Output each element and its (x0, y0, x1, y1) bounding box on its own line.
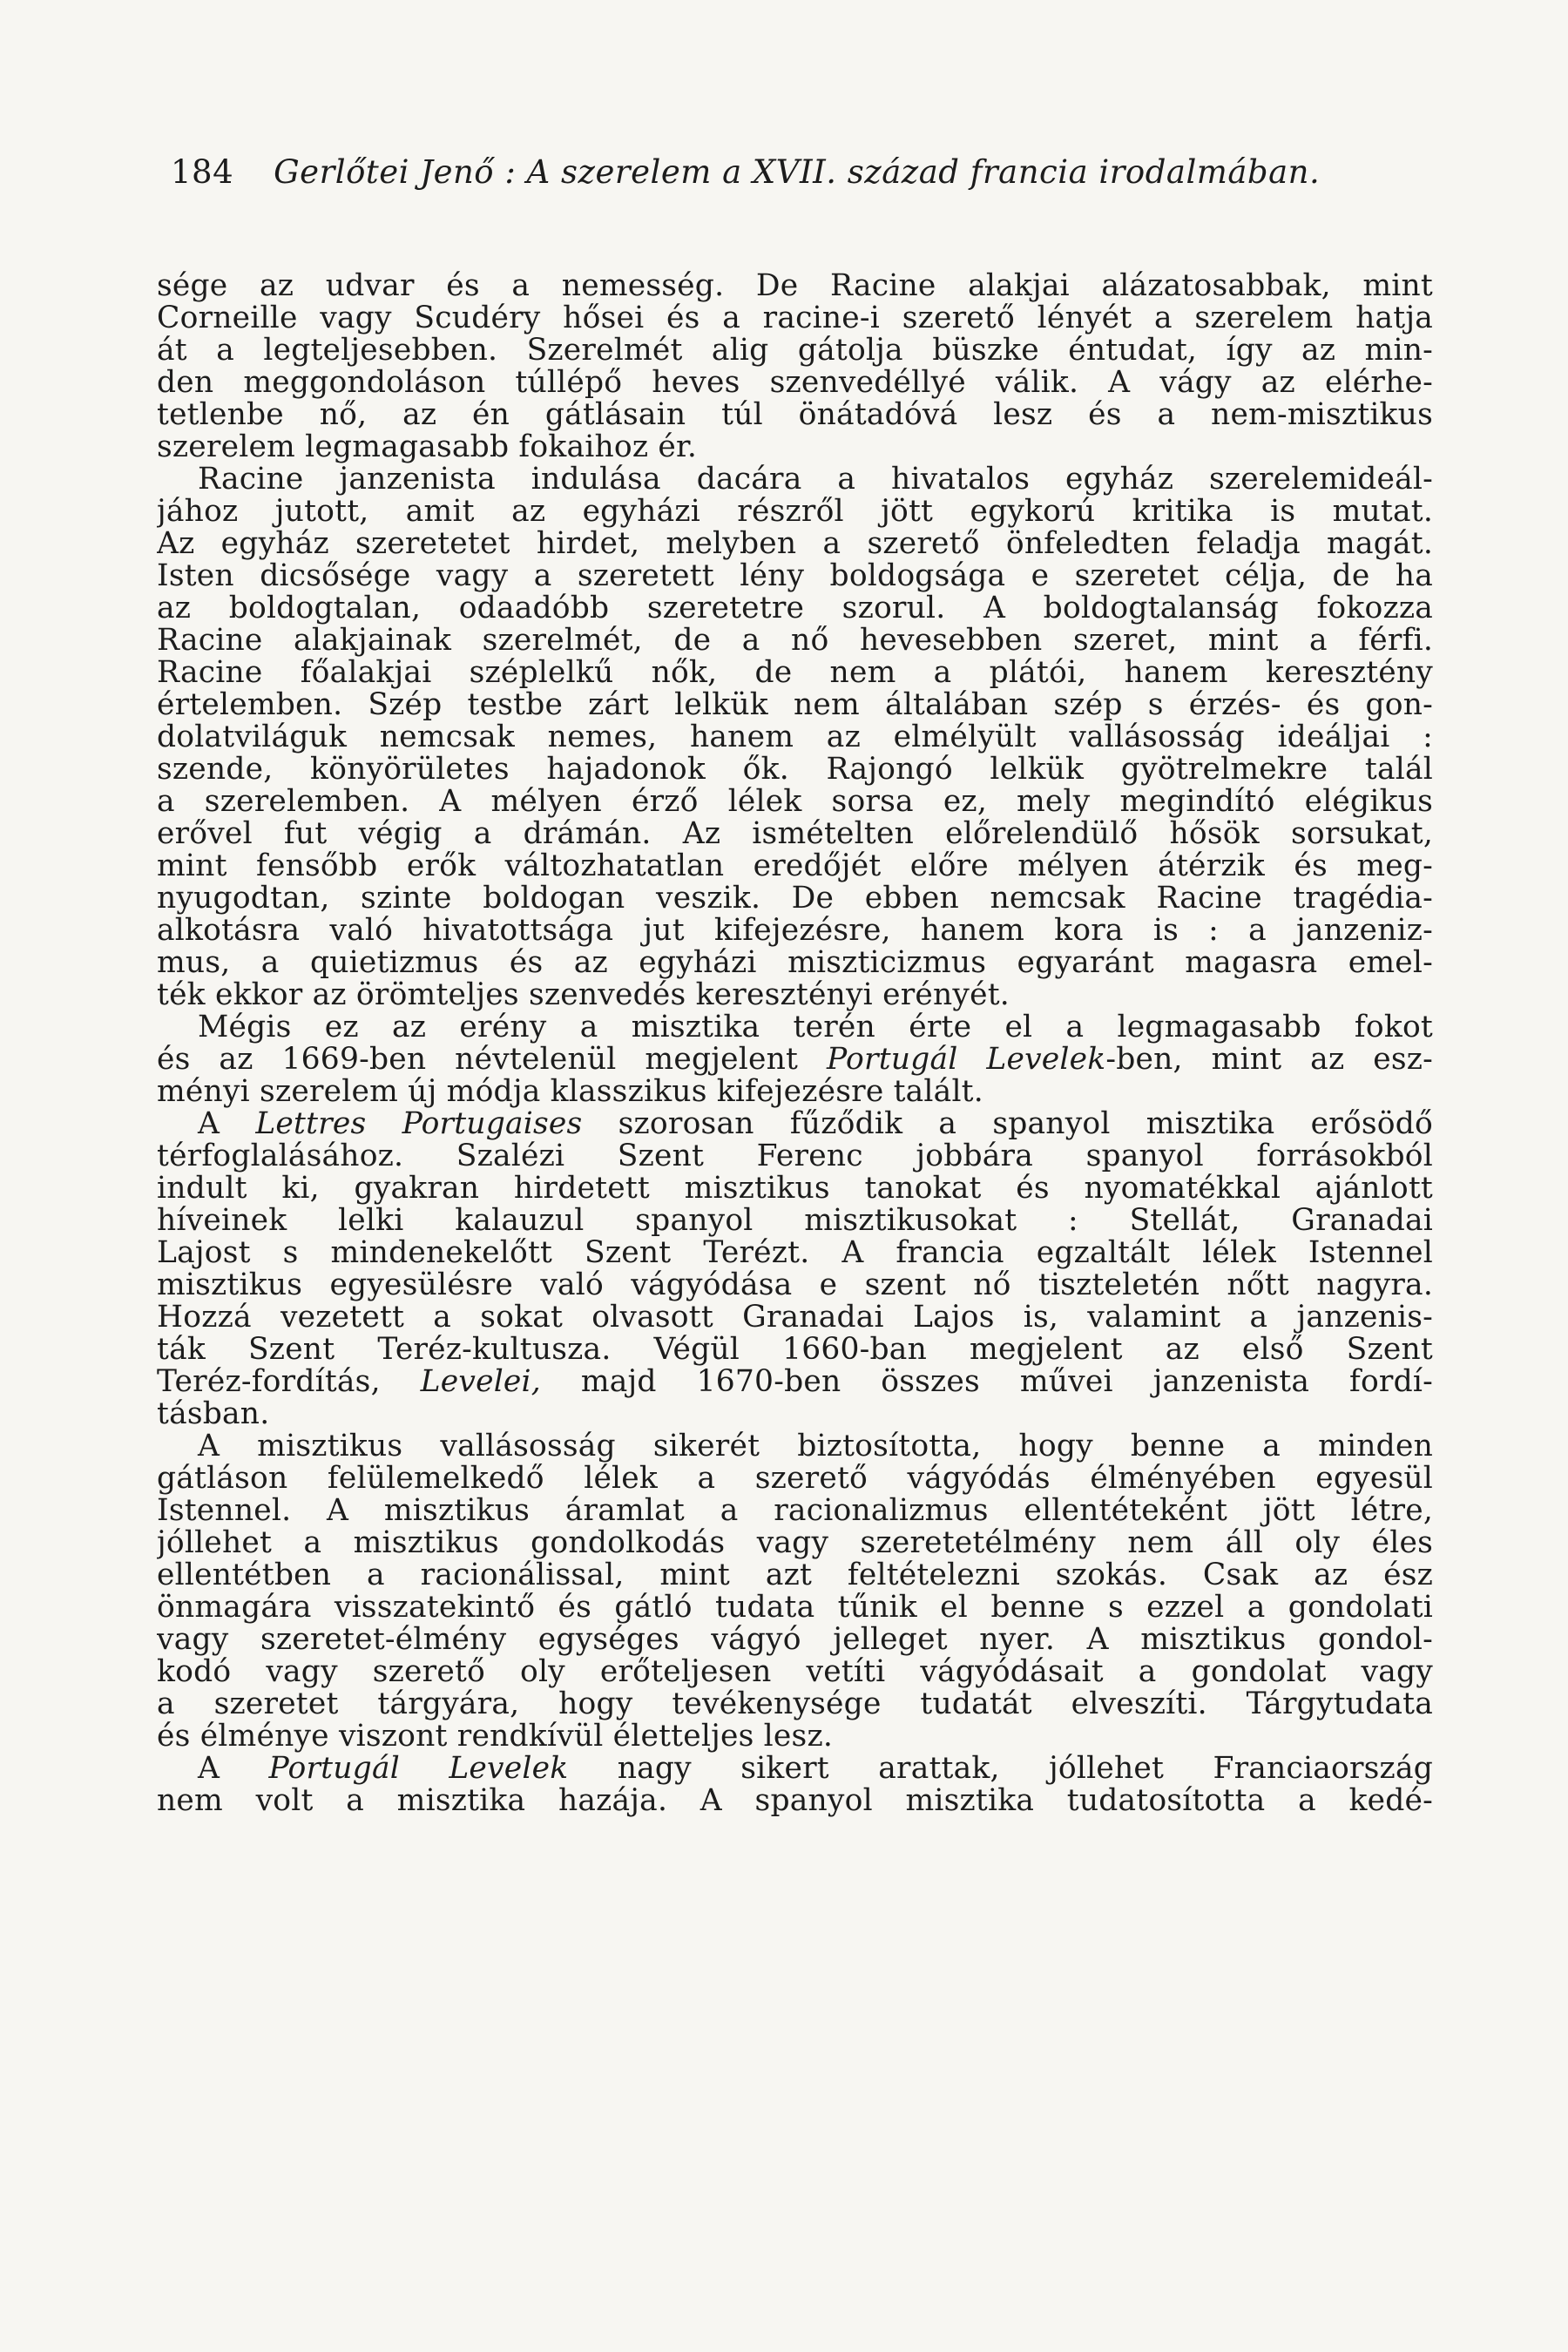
text-line: mint fensőbb erők változhatatlan eredőjét előre mélyen átérzik és meg- (157, 848, 1433, 883)
text-line: indult ki, gyakran hirdetett misztikus tanokat és nyomatékkal ajánlott (157, 1171, 1433, 1206)
text-line: den meggondoláson túllépő heves szenvedéllyé válik. A vágy az elérhe- (157, 365, 1433, 400)
paragraph-start: Racine janzenista indulása dacára a hivatalos egyház szerelemideál- (198, 462, 1433, 497)
text-line: dolatviláguk nemcsak nemes, hanem az elmélyült vallásosság ideáljai : (157, 720, 1433, 754)
text-line: Az egyház szeretetet hirdet, melyben a szerető önfeledten feladja magát. (157, 526, 1433, 561)
text-line: Hozzá vezetett a sokat olvasott Granadai Lajos is, valamint a janzenis- (157, 1300, 1433, 1335)
text-segment: és az 1669-ben névtelenül megjelent (157, 1042, 828, 1077)
text-line: önmagára visszatekintő és gátló tudata tűnik el benne s ezzel a gondolati (157, 1590, 1433, 1625)
paragraph-start: Mégis ez az erény a misztika terén érte el a legmagasabb fokot (198, 1010, 1433, 1044)
text-line (157, 1044, 1433, 1076)
text-line: a szerelemben. A mélyen érző lélek sorsa ez, mely megindító elégikus (157, 784, 1433, 819)
text-line: tásban. (157, 1396, 270, 1431)
text-line: ték ekkor az örömteljes szenvedés keresztényi erényét. (157, 977, 1010, 1012)
text-segment: A (198, 1751, 269, 1786)
text-line: Corneille vagy Scudéry hősei és a racine-i szerető lényét a szerelem hatja (157, 301, 1433, 335)
paragraph-start: A misztikus vallásosság sikerét biztosította, hogy benne a minden (198, 1429, 1433, 1463)
text-line: ták Szent Teréz-kultusza. Végül 1660-ban megjelent az első Szent (157, 1332, 1433, 1367)
paragraph-start (157, 1753, 1433, 1785)
text-line: gátláson felülemelkedő lélek a szerető vágyódás élményében egyesül (157, 1461, 1433, 1496)
page-number: 184 (171, 153, 234, 191)
italic-title-lettres-portugaises: Lettres Portugaises (255, 1106, 583, 1141)
text-segment: majd 1670-ben összes művei janzenista fordí- (540, 1364, 1433, 1399)
running-head (171, 146, 1408, 199)
text-line: Racine alakjainak szerelmét, de a nő hevesebben szeret, mint a férfi. (157, 623, 1433, 658)
text-line: jóllehet a misztikus gondolkodás vagy szeretetélmény nem áll oly éles (157, 1525, 1433, 1560)
text-line: alkotásra való hivatottsága jut kifejezésre, hanem kora is : a janzeniz- (157, 913, 1433, 948)
text-line: az boldogtalan, odaadóbb szeretetre szorul. A boldogtalanság fokozza (157, 591, 1433, 625)
italic-title-portugal-levelek: Portugál Levelek (268, 1751, 569, 1786)
text-line: vagy szeretet-élmény egységes vágyó jelleget nyer. A misztikus gondol- (157, 1622, 1433, 1657)
text-line: mus, a quietizmus és az egyházi miszticizmus egyaránt magasra emel- (157, 945, 1433, 980)
text-line: Istennel. A misztikus áramlat a racionalizmus ellentéteként jött létre, (157, 1493, 1433, 1528)
text-line: Isten dicsősége vagy a szeretett lény boldogsága e szeretet célja, de ha (157, 558, 1433, 593)
text-line: és élménye viszont rendkívül életteljes lesz. (157, 1719, 833, 1754)
text-line: térfoglalásához. Szalézi Szent Ferenc jobbára spanyol forrásokból (157, 1139, 1433, 1173)
text-line: tetlenbe nő, az én gátlásain túl önátadóvá lesz és a nem-misztikus (157, 397, 1433, 432)
text-segment: -ben, mint az esz- (1105, 1042, 1433, 1077)
text-line: híveinek lelki kalauzul spanyol misztikusokat : Stellát, Granadai (157, 1203, 1433, 1238)
body-text (157, 270, 1433, 2265)
paragraph-start (157, 1108, 1433, 1140)
text-line: ellentétben a racionálissal, mint azt feltételezni szokás. Csak az ész (157, 1558, 1433, 1592)
text-line: kodó vagy szerető oly erőteljesen vetíti vágyódásait a gondolat vagy (157, 1654, 1433, 1689)
text-line: Racine főalakjai széplelkű nők, de nem a plátói, hanem keresztény (157, 655, 1433, 690)
text-line: sége az udvar és a nemesség. De Racine alakjai alázatosabbak, mint (157, 270, 1433, 303)
text-line: misztikus egyesülésre való vágyódása e szent nő tiszteletén nőtt nagyra. (157, 1267, 1433, 1302)
text-line: nem volt a misztika hazája. A spanyol misztika tudatosította a kedé- (157, 1783, 1433, 1818)
text-line: ményi szerelem új módja klasszikus kifejezésre talált. (157, 1074, 983, 1109)
text-line: jához jutott, amit az egyházi részről jött egykorú kritika is mutat. (157, 494, 1433, 529)
text-line: szende, könyörületes hajadonok ők. Rajongó lelkük gyötrelmekre talál (157, 752, 1433, 787)
text-line: nyugodtan, szinte boldogan veszik. De ebben nemcsak Racine tragédia- (157, 881, 1433, 916)
text-line: értelemben. Szép testbe zárt lelkük nem általában szép s érzés- és gon- (157, 687, 1433, 722)
text-line: át a legteljesebben. Szerelmét alig gátolja büszke éntudat, így az min- (157, 333, 1433, 368)
text-line: szerelem legmagasabb fokaihoz ér. (157, 429, 698, 464)
italic-title-portugal-levelek: Portugál Levelek (827, 1042, 1106, 1077)
text-line: a szeretet tárgyára, hogy tevékenysége tudatát elveszíti. Tárgytudata (157, 1686, 1433, 1721)
text-line (157, 1366, 1433, 1398)
text-segment: szorosan fűződik a spanyol misztika erősödő (582, 1106, 1433, 1141)
text-segment: nagy sikert arattak, jóllehet Franciaország (568, 1751, 1433, 1786)
text-segment: A (198, 1106, 256, 1141)
text-line: Lajost s mindenekelőtt Szent Terézt. A francia egzaltált lélek Istennel (157, 1235, 1433, 1270)
text-line: erővel fut végig a drámán. Az ismételten előrelendülő hősök sorsukat, (157, 816, 1433, 851)
text-segment: Teréz-fordítás, (157, 1364, 421, 1399)
italic-title-levelei: Levelei, (420, 1364, 541, 1399)
running-title: Gerlőtei Jenő : A szerelem a XVII. század francia irodalmában. (274, 153, 1321, 191)
